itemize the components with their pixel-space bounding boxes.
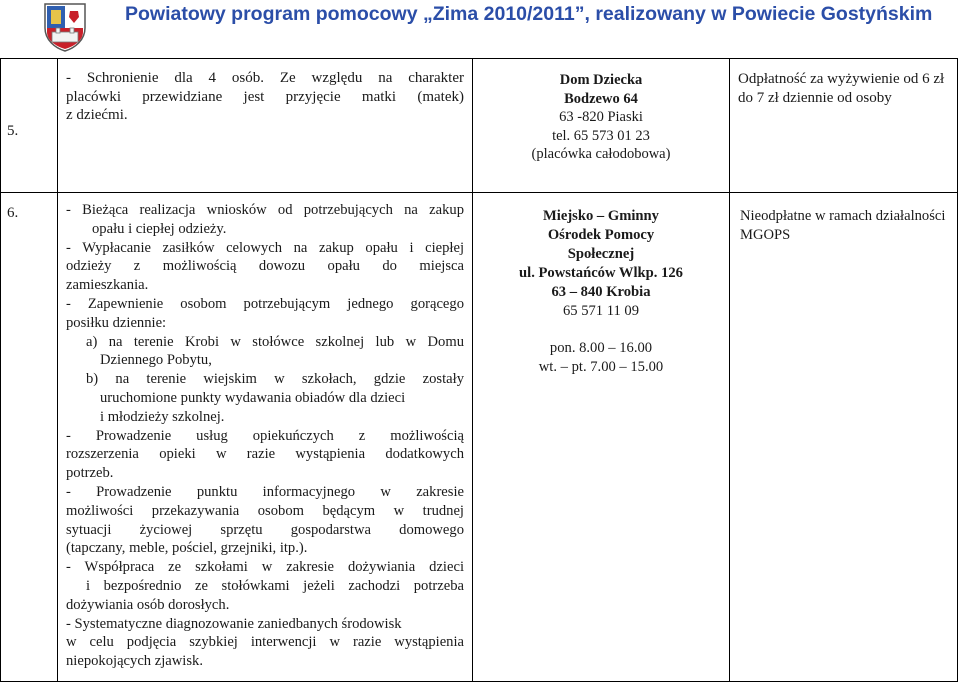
org-line: 63 – 840 Krobia <box>551 284 651 300</box>
rule-line: posiłku dziennie: <box>66 314 167 331</box>
row-number: 5. <box>1 59 58 193</box>
rule-line: placówki przewidziane jest przyjęcie matki (matek) <box>66 88 464 105</box>
org-line: wt. – pt. 7.00 – 15.00 <box>538 359 664 375</box>
rule-line: - Zapewnienie osobom potrzebującym jednego gorącego <box>66 295 464 312</box>
rules-cell <box>58 193 473 682</box>
rule-line: - Bieżąca realizacja wniosków od potrzebujących na zakup <box>66 202 464 218</box>
row-number: 6. <box>1 193 58 682</box>
fee-cell: Nieodpłatne w ramach działalności MGOPS <box>730 193 958 682</box>
rule-line: rozszerzenia opieki w razie wystąpienia dodatkowych <box>66 446 464 463</box>
rule-line: sytuacji życiowej sprzętu gospodarstwa domowego <box>66 521 464 538</box>
rule-line: - Prowadzenie punktu informacyjnego w zakresie <box>66 483 464 500</box>
rule-line: zamieszkania. <box>66 277 149 294</box>
table-row <box>1 193 958 682</box>
org-line: pon. 8.00 – 16.00 <box>549 340 653 356</box>
organization-cell <box>473 193 730 682</box>
rule-line: a) na terenie Krobi w stołówce szkolnej lub w Domu <box>86 333 464 350</box>
rule-line: opału i ciepłej odzieży. <box>92 220 227 237</box>
rule-line: - Schronienie dla 4 osób. Ze względu na charakter <box>66 70 464 86</box>
rule-line: Dziennego Pobytu, <box>100 352 212 369</box>
rules-cell <box>58 59 473 193</box>
org-line: Dom Dziecka <box>559 72 643 88</box>
rule-line: dożywiania osób dorosłych. <box>66 596 230 613</box>
rule-line: możliwości przekazywania osobom będącym w trudnej <box>66 502 464 519</box>
rule-line: (tapczany, meble, pościel, grzejniki, itp.). <box>66 540 308 557</box>
rule-line: i bezpośrednio ze stołówkami jeżeli zachodzi potrzeba <box>86 577 464 594</box>
org-line: 65 571 11 09 <box>562 303 640 319</box>
table-row <box>1 59 958 193</box>
program-table <box>0 58 958 682</box>
rule-line: b) na terenie wiejskim w szkołach, gdzie zostały <box>86 371 464 388</box>
rule-line: - Współpraca ze szkołami w zakresie dożywiania dzieci <box>66 559 464 576</box>
rule-line: - Systematyczne diagnozowanie zaniedbanych środowisk <box>66 615 402 632</box>
org-line: tel. 65 573 01 23 <box>552 127 650 144</box>
rule-line: w celu podjęcia szybkiej interwencji w razie wystąpienia <box>66 634 464 651</box>
rule-line: niepokojących zjawisk. <box>66 653 203 670</box>
page-header <box>0 0 960 56</box>
rule-line: - Wypłacanie zasiłków celowych na zakup opału i ciepłej <box>66 239 464 256</box>
org-line: 63 -820 Piaski <box>559 109 643 125</box>
coat-of-arms-icon <box>42 2 88 52</box>
organization-cell <box>473 59 730 193</box>
org-line: Ośrodek Pomocy <box>547 227 655 243</box>
org-line: ul. Powstańców Wlkp. 126 <box>519 265 683 281</box>
rule-line: odzieży z możliwością dowozu opału do miejsca <box>66 258 464 275</box>
page-title: Powiatowy program pomocowy „Zima 2010/2011”, realizowany w Powiecie Gostyńskim <box>125 3 933 25</box>
rule-line: z dziećmi. <box>66 107 128 124</box>
org-line: Społecznej <box>567 246 635 262</box>
org-line: (placówka całodobowa) <box>531 146 671 162</box>
org-line: Bodzewo 64 <box>564 90 638 107</box>
fee-cell: Odpłatność za wyżywienie od 6 zł do 7 zł dziennie od osoby <box>730 59 958 193</box>
rule-line: - Prowadzenie usług opiekuńczych z możliwością <box>66 427 464 444</box>
spacer <box>473 321 729 339</box>
org-line: Miejsko – Gminny <box>543 208 659 224</box>
rule-line: potrzeb. <box>66 465 114 482</box>
rule-line: uruchomione punkty wydawania obiadów dla dzieci <box>100 389 406 406</box>
rule-line: i młodzieży szkolnej. <box>100 408 225 425</box>
